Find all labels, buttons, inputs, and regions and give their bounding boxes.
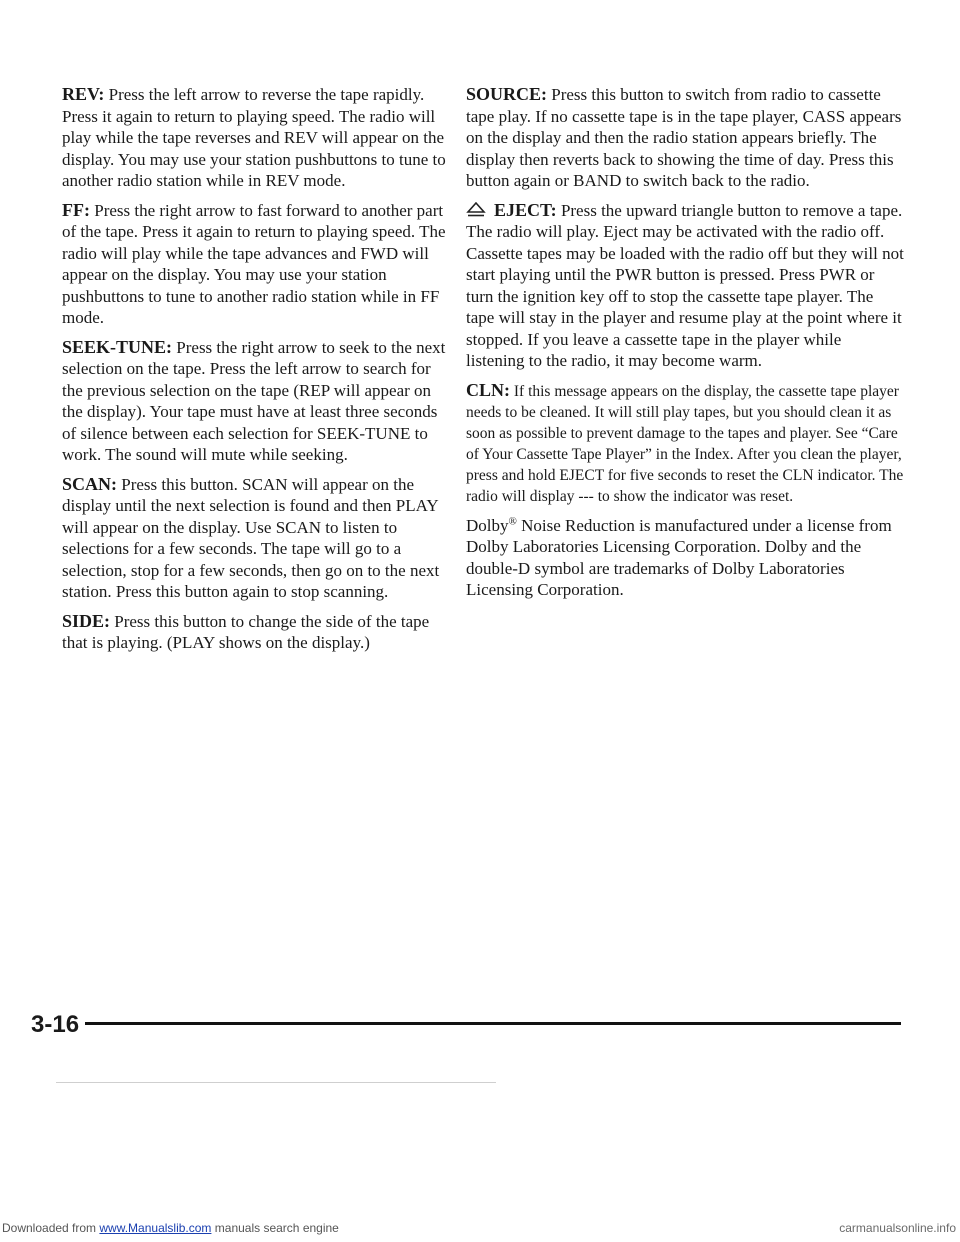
side-text: Press this button to change the side of the tape that is playing. (PLAY shows on the display.) <box>62 611 430 652</box>
download-notice <box>2 1218 339 1238</box>
ff-paragraph <box>62 200 454 329</box>
side-paragraph <box>62 611 454 654</box>
rev-paragraph <box>62 84 454 192</box>
scan-text: Press this button. SCAN will appear on the display until the next selection is found and then PLAY will appear on the display. Use SCAN to listen to selections for a few seconds. The tape will go to a selection, stop for a few seconds, then go on to the next station. Press this button again to stop scanning. <box>62 474 440 601</box>
eject-term: EJECT: <box>494 199 557 220</box>
rev-term: REV: <box>62 84 105 104</box>
dolby-text-before: Dolby <box>466 515 509 535</box>
scan-paragraph <box>62 474 454 603</box>
registered-mark: ® <box>508 514 517 527</box>
cln-term: CLN: <box>466 379 510 400</box>
source-term: SOURCE: <box>466 84 548 104</box>
source-text: Press this button to switch from radio to cassette tape play. If no cassette tape is in the tape player, CASS appears on the display and then the radio station appears briefly. The display then reverts back to showing the time of day. Press this button again or BAND to switch back to the radio. <box>466 85 902 190</box>
dolby-text-after: Noise Reduction is manufactured under a license from Dolby Laboratories Licensing Corporation. Dolby and the double-D symbol are trademarks of Dolby Laboratories Licensing Corporation. <box>466 515 892 599</box>
eject-paragraph <box>466 200 904 372</box>
page-footer <box>31 1005 901 1045</box>
ff-term: FF: <box>62 199 90 220</box>
cln-text: If this message appears on the display, the cassette tape player needs to be cleaned. It will still play tapes, but you should clean it as soon as possible to prevent damage to the tapes and player. See “Care of Your Cassette Tape Player” in the Index. After you clean the player, press and hold EJECT for five seconds to reset the CLN indicator. The radio will display --- to show the indicator was reset. <box>466 382 904 505</box>
seek-tune-paragraph <box>62 337 454 466</box>
cln-paragraph <box>466 380 904 507</box>
download-prefix: Downloaded from <box>2 1221 100 1235</box>
left-column <box>62 84 454 662</box>
scan-term: SCAN: <box>62 473 118 494</box>
side-term: SIDE: <box>62 610 111 631</box>
seek-tune-term: SEEK-TUNE: <box>62 336 173 357</box>
dolby-paragraph <box>466 515 904 601</box>
eject-icon <box>466 202 486 217</box>
eject-text: Press the upward triangle button to remove a tape. The radio will play. Eject may be activated with the radio off. Cassette tapes may be loaded with the radio off but they will not start playing until the PWR button is pressed. Press PWR or turn the ignition key off to stop the cassette tape player. The tape will stay in the player and resume play at the point where it stopped. If you leave a cassette tape in the player while listening to the radio, it may become warm. <box>466 200 904 370</box>
footer-rule <box>85 1022 901 1025</box>
page-number: 3-16 <box>31 1011 80 1038</box>
rev-text: Press the left arrow to reverse the tape rapidly. Press it again to return to playing speed. The radio will play while the tape reverses and REV will appear on the display. You may use your station pushbuttons to tune to another radio station while in REV mode. <box>62 85 446 190</box>
watermark-text: carmanualsonline.info <box>839 1221 956 1235</box>
download-banner <box>0 1218 960 1238</box>
source-paragraph <box>466 84 904 192</box>
ff-text: Press the right arrow to fast forward to another part of the tape. Press it again to return to playing speed. The radio will play while the tape advances and FWD will appear on the display. You may use your station pushbuttons to tune to another radio station while in FF mode. <box>62 200 446 327</box>
manualslib-link[interactable]: www.Manualslib.com <box>99 1221 212 1235</box>
scan-artifact-line <box>56 1082 496 1083</box>
right-column <box>466 84 904 609</box>
seek-tune-text: Press the right arrow to seek to the next selection on the tape. Press the left arrow to search for the previous selection on the tape (REP will appear on the display). Your tape must have at least three seconds of silence between each selection for SEEK-TUNE to work. The sound will mute while seeking. <box>62 337 446 464</box>
download-suffix: manuals search engine <box>211 1221 339 1235</box>
